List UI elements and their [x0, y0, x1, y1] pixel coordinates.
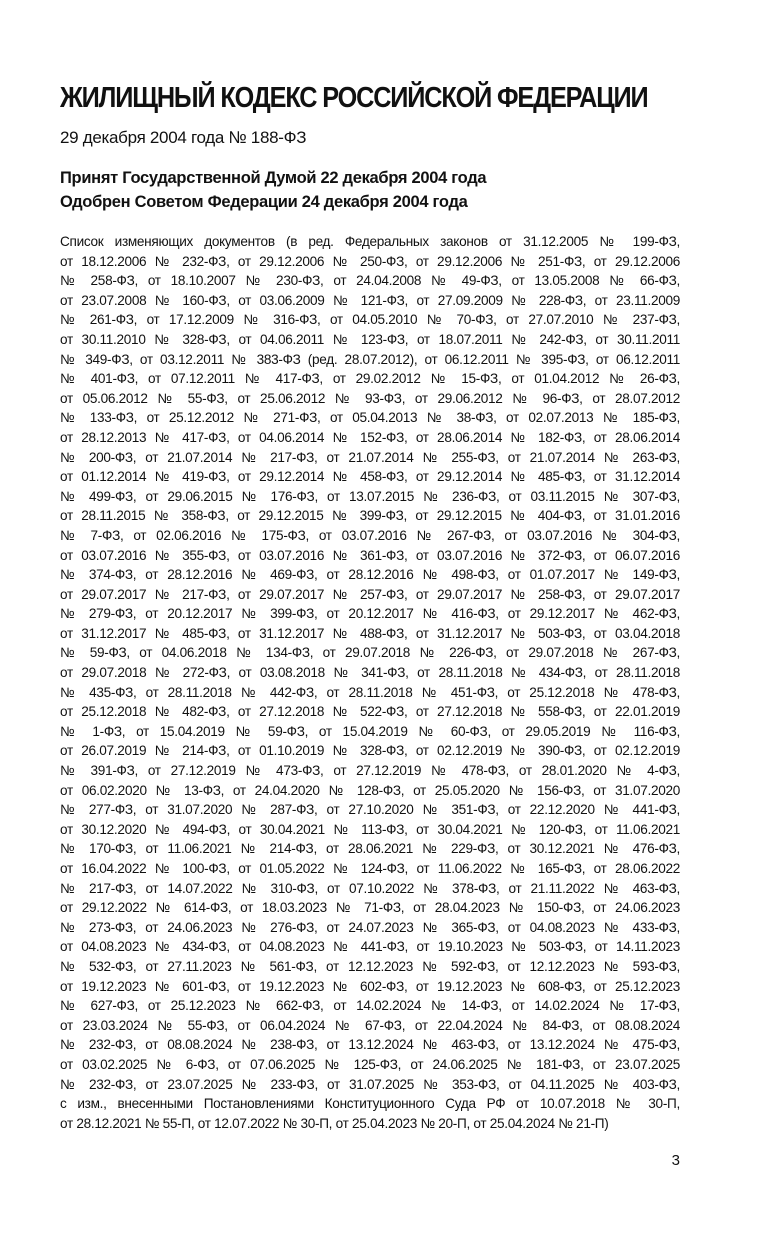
amendment-line: № 435-ФЗ, от 28.11.2018 № 442-ФЗ, от 28.11.2018 № 451-ФЗ, от 25.12.2018 № 478-ФЗ,: [60, 684, 680, 700]
amendment-line: № 258-ФЗ, от 18.10.2007 № 230-ФЗ, от 24.04.2008 № 49-ФЗ, от 13.05.2008 № 66-ФЗ,: [60, 273, 680, 289]
amendment-line: от 30.11.2010 № 328-ФЗ, от 04.06.2011 № 123-ФЗ, от 18.07.2011 № 242-ФЗ, от 30.11.2011: [60, 331, 680, 347]
amendment-line: от 25.12.2018 № 482-ФЗ, от 27.12.2018 № 522-ФЗ, от 27.12.2018 № 558-ФЗ, от 22.01.2019: [60, 704, 680, 720]
amendment-line: № 401-ФЗ, от 07.12.2011 № 417-ФЗ, от 29.02.2012 № 15-ФЗ, от 01.04.2012 № 26-ФЗ,: [60, 371, 680, 387]
amendment-line: № 273-ФЗ, от 24.06.2023 № 276-ФЗ, от 24.07.2023 № 365-ФЗ, от 04.08.2023 № 433-ФЗ,: [60, 919, 680, 935]
amendment-line: от 04.08.2023 № 434-ФЗ, от 04.08.2023 № 441-ФЗ, от 19.10.2023 № 503-ФЗ, от 14.11.2023: [60, 939, 680, 955]
amendment-line: № 232-ФЗ, от 08.08.2024 № 238-ФЗ, от 13.12.2024 № 463-ФЗ, от 13.12.2024 № 475-ФЗ,: [60, 1037, 680, 1053]
amendment-line: № 627-ФЗ, от 25.12.2023 № 662-ФЗ, от 14.02.2024 № 14-ФЗ, от 14.02.2024 № 17-ФЗ,: [60, 998, 680, 1014]
amendment-line: от 26.07.2019 № 214-ФЗ, от 01.10.2019 № 328-ФЗ, от 02.12.2019 № 390-ФЗ, от 02.12.2019: [60, 743, 680, 759]
amendment-line: от 03.02.2025 № 6-ФЗ, от 07.06.2025 № 125-ФЗ, от 24.06.2025 № 181-ФЗ, от 23.07.2025: [60, 1056, 680, 1072]
amendment-line: № 217-ФЗ, от 14.07.2022 № 310-ФЗ, от 07.10.2022 № 378-ФЗ, от 21.11.2022 № 463-ФЗ,: [60, 880, 680, 896]
document-page: [60, 0, 680, 1241]
amendment-line: от 16.04.2022 № 100-ФЗ, от 01.05.2022 № 124-ФЗ, от 11.06.2022 № 165-ФЗ, от 28.06.2022: [60, 861, 680, 876]
amendment-line: от 23.07.2008 № 160-ФЗ, от 03.06.2009 № 121-ФЗ, от 27.09.2009 № 228-ФЗ, от 23.11.2009: [60, 292, 680, 308]
amendment-line: от 06.02.2020 № 13-ФЗ, от 24.04.2020 № 128-ФЗ, от 25.05.2020 № 156-ФЗ, от 31.07.2020: [60, 782, 680, 798]
amendment-line: № 277-ФЗ, от 31.07.2020 № 287-ФЗ, от 27.10.2020 № 351-ФЗ, от 22.12.2020 № 441-ФЗ,: [60, 802, 680, 818]
amendment-line: с изм., внесенными Постановлениями Конституционного Суда РФ от 10.07.2018 № 30-П,: [60, 1096, 680, 1112]
amendment-line: от 28.12.2021 № 55-П, от 12.07.2022 № 30-П, от 25.04.2023 № 20-П, от 25.04.2024 № 21-П): [60, 1115, 609, 1131]
amendment-line: № 391-ФЗ, от 27.12.2019 № 473-ФЗ, от 27.12.2019 № 478-ФЗ, от 28.01.2020 № 4-ФЗ,: [60, 763, 680, 779]
amendment-line: № 279-ФЗ, от 20.12.2017 № 399-ФЗ, от 20.12.2017 № 416-ФЗ, от 29.12.2017 № 462-ФЗ,: [60, 606, 680, 622]
approved-by-council: Одобрен Советом Федерации 24 декабря 2004 года: [60, 193, 468, 211]
amendment-line: от 19.12.2023 № 601-ФЗ, от 19.12.2023 № 602-ФЗ, от 19.12.2023 № 608-ФЗ, от 25.12.2023: [60, 978, 680, 994]
amendment-line: от 18.12.2006 № 232-ФЗ, от 29.12.2006 № 250-ФЗ, от 29.12.2006 № 251-ФЗ, от 29.12.2006: [60, 253, 680, 269]
amendment-line: № 170-ФЗ, от 11.06.2021 № 214-ФЗ, от 28.06.2021 № 229-ФЗ, от 30.12.2021 № 476-ФЗ,: [60, 841, 680, 857]
amendment-line: от 05.06.2012 № 55-ФЗ, от 25.06.2012 № 93-ФЗ, от 29.06.2012 № 96-ФЗ, от 28.07.2012: [60, 390, 680, 406]
amendments-list: [60, 232, 680, 1133]
amendment-line: от 01.12.2014 № 419-ФЗ, от 29.12.2014 № 458-ФЗ, от 29.12.2014 № 485-ФЗ, от 31.12.2014: [60, 469, 680, 485]
amendment-line: № 499-ФЗ, от 29.06.2015 № 176-ФЗ, от 13.07.2015 № 236-ФЗ, от 03.11.2015 № 307-ФЗ,: [60, 488, 680, 504]
amendment-line: от 29.12.2022 № 614-ФЗ, от 18.03.2023 № 71-ФЗ, от 28.04.2023 № 150-ФЗ, от 24.06.2023: [60, 900, 680, 916]
amendment-line: от 29.07.2017 № 217-ФЗ, от 29.07.2017 № 257-ФЗ, от 29.07.2017 № 258-ФЗ, от 29.07.2017: [60, 586, 680, 602]
amendment-line: Список изменяющих документов (в ред. Федеральных законов от 31.12.2005 № 199-ФЗ,: [60, 234, 680, 249]
adoption-block: [60, 166, 486, 214]
amendment-line: № 133-ФЗ, от 25.12.2012 № 271-ФЗ, от 05.04.2013 № 38-ФЗ, от 02.07.2013 № 185-ФЗ,: [60, 410, 680, 426]
amendment-line: № 261-ФЗ, от 17.12.2009 № 316-ФЗ, от 04.05.2010 № 70-ФЗ, от 27.07.2010 № 237-ФЗ,: [60, 312, 680, 328]
amendment-line: от 29.07.2018 № 272-ФЗ, от 03.08.2018 № 341-ФЗ, от 28.11.2018 № 434-ФЗ, от 28.11.2018: [60, 665, 680, 681]
amendment-line: № 349-ФЗ, от 03.12.2011 № 383-ФЗ (ред. 28.07.2012), от 06.12.2011 № 395-ФЗ, от 06.12.2011: [60, 351, 680, 367]
amendment-line: № 200-ФЗ, от 21.07.2014 № 217-ФЗ, от 21.07.2014 № 255-ФЗ, от 21.07.2014 № 263-ФЗ,: [60, 449, 680, 465]
amendment-line: № 374-ФЗ, от 28.12.2016 № 469-ФЗ, от 28.12.2016 № 498-ФЗ, от 01.07.2017 № 149-ФЗ,: [60, 567, 680, 583]
document-title: ЖИЛИЩНЫЙ КОДЕКС РОССИЙСКОЙ ФЕДЕРАЦИИ: [60, 82, 648, 114]
document-date-number: 29 декабря 2004 года № 188-ФЗ: [60, 128, 307, 147]
amendment-line: от 28.12.2013 № 417-ФЗ, от 04.06.2014 № 152-ФЗ, от 28.06.2014 № 182-ФЗ, от 28.06.2014: [60, 429, 680, 445]
amendment-line: № 232-ФЗ, от 23.07.2025 № 233-ФЗ, от 31.07.2025 № 353-ФЗ, от 04.11.2025 № 403-ФЗ,: [60, 1076, 680, 1092]
amendment-line: № 532-ФЗ, от 27.11.2023 № 561-ФЗ, от 12.12.2023 № 592-ФЗ, от 12.12.2023 № 593-ФЗ,: [60, 958, 680, 974]
adopted-by-duma: Принят Государственной Думой 22 декабря 2004 года: [60, 169, 487, 187]
amendment-line: № 59-ФЗ, от 04.06.2018 № 134-ФЗ, от 29.07.2018 № 226-ФЗ, от 29.07.2018 № 267-ФЗ,: [60, 645, 680, 661]
amendment-line: № 7-ФЗ, от 02.06.2016 № 175-ФЗ, от 03.07.2016 № 267-ФЗ, от 03.07.2016 № 304-ФЗ,: [60, 527, 680, 543]
amendment-line: № 1-ФЗ, от 15.04.2019 № 59-ФЗ, от 15.04.2019 № 60-ФЗ, от 29.05.2019 № 116-ФЗ,: [60, 723, 680, 739]
amendment-line: от 30.12.2020 № 494-ФЗ, от 30.04.2021 № 113-ФЗ, от 30.04.2021 № 120-ФЗ, от 11.06.2021: [60, 821, 680, 837]
amendment-line: от 31.12.2017 № 485-ФЗ, от 31.12.2017 № 488-ФЗ, от 31.12.2017 № 503-ФЗ, от 03.04.2018: [60, 625, 680, 641]
amendment-line: от 23.03.2024 № 55-ФЗ, от 06.04.2024 № 67-ФЗ, от 22.04.2024 № 84-ФЗ, от 08.08.2024: [60, 1017, 680, 1033]
page-number: 3: [671, 1152, 680, 1169]
amendment-line: от 28.11.2015 № 358-ФЗ, от 29.12.2015 № 399-ФЗ, от 29.12.2015 № 404-ФЗ, от 31.01.2016: [60, 508, 680, 524]
amendment-line: от 03.07.2016 № 355-ФЗ, от 03.07.2016 № 361-ФЗ, от 03.07.2016 № 372-ФЗ, от 06.07.2016: [60, 547, 680, 563]
